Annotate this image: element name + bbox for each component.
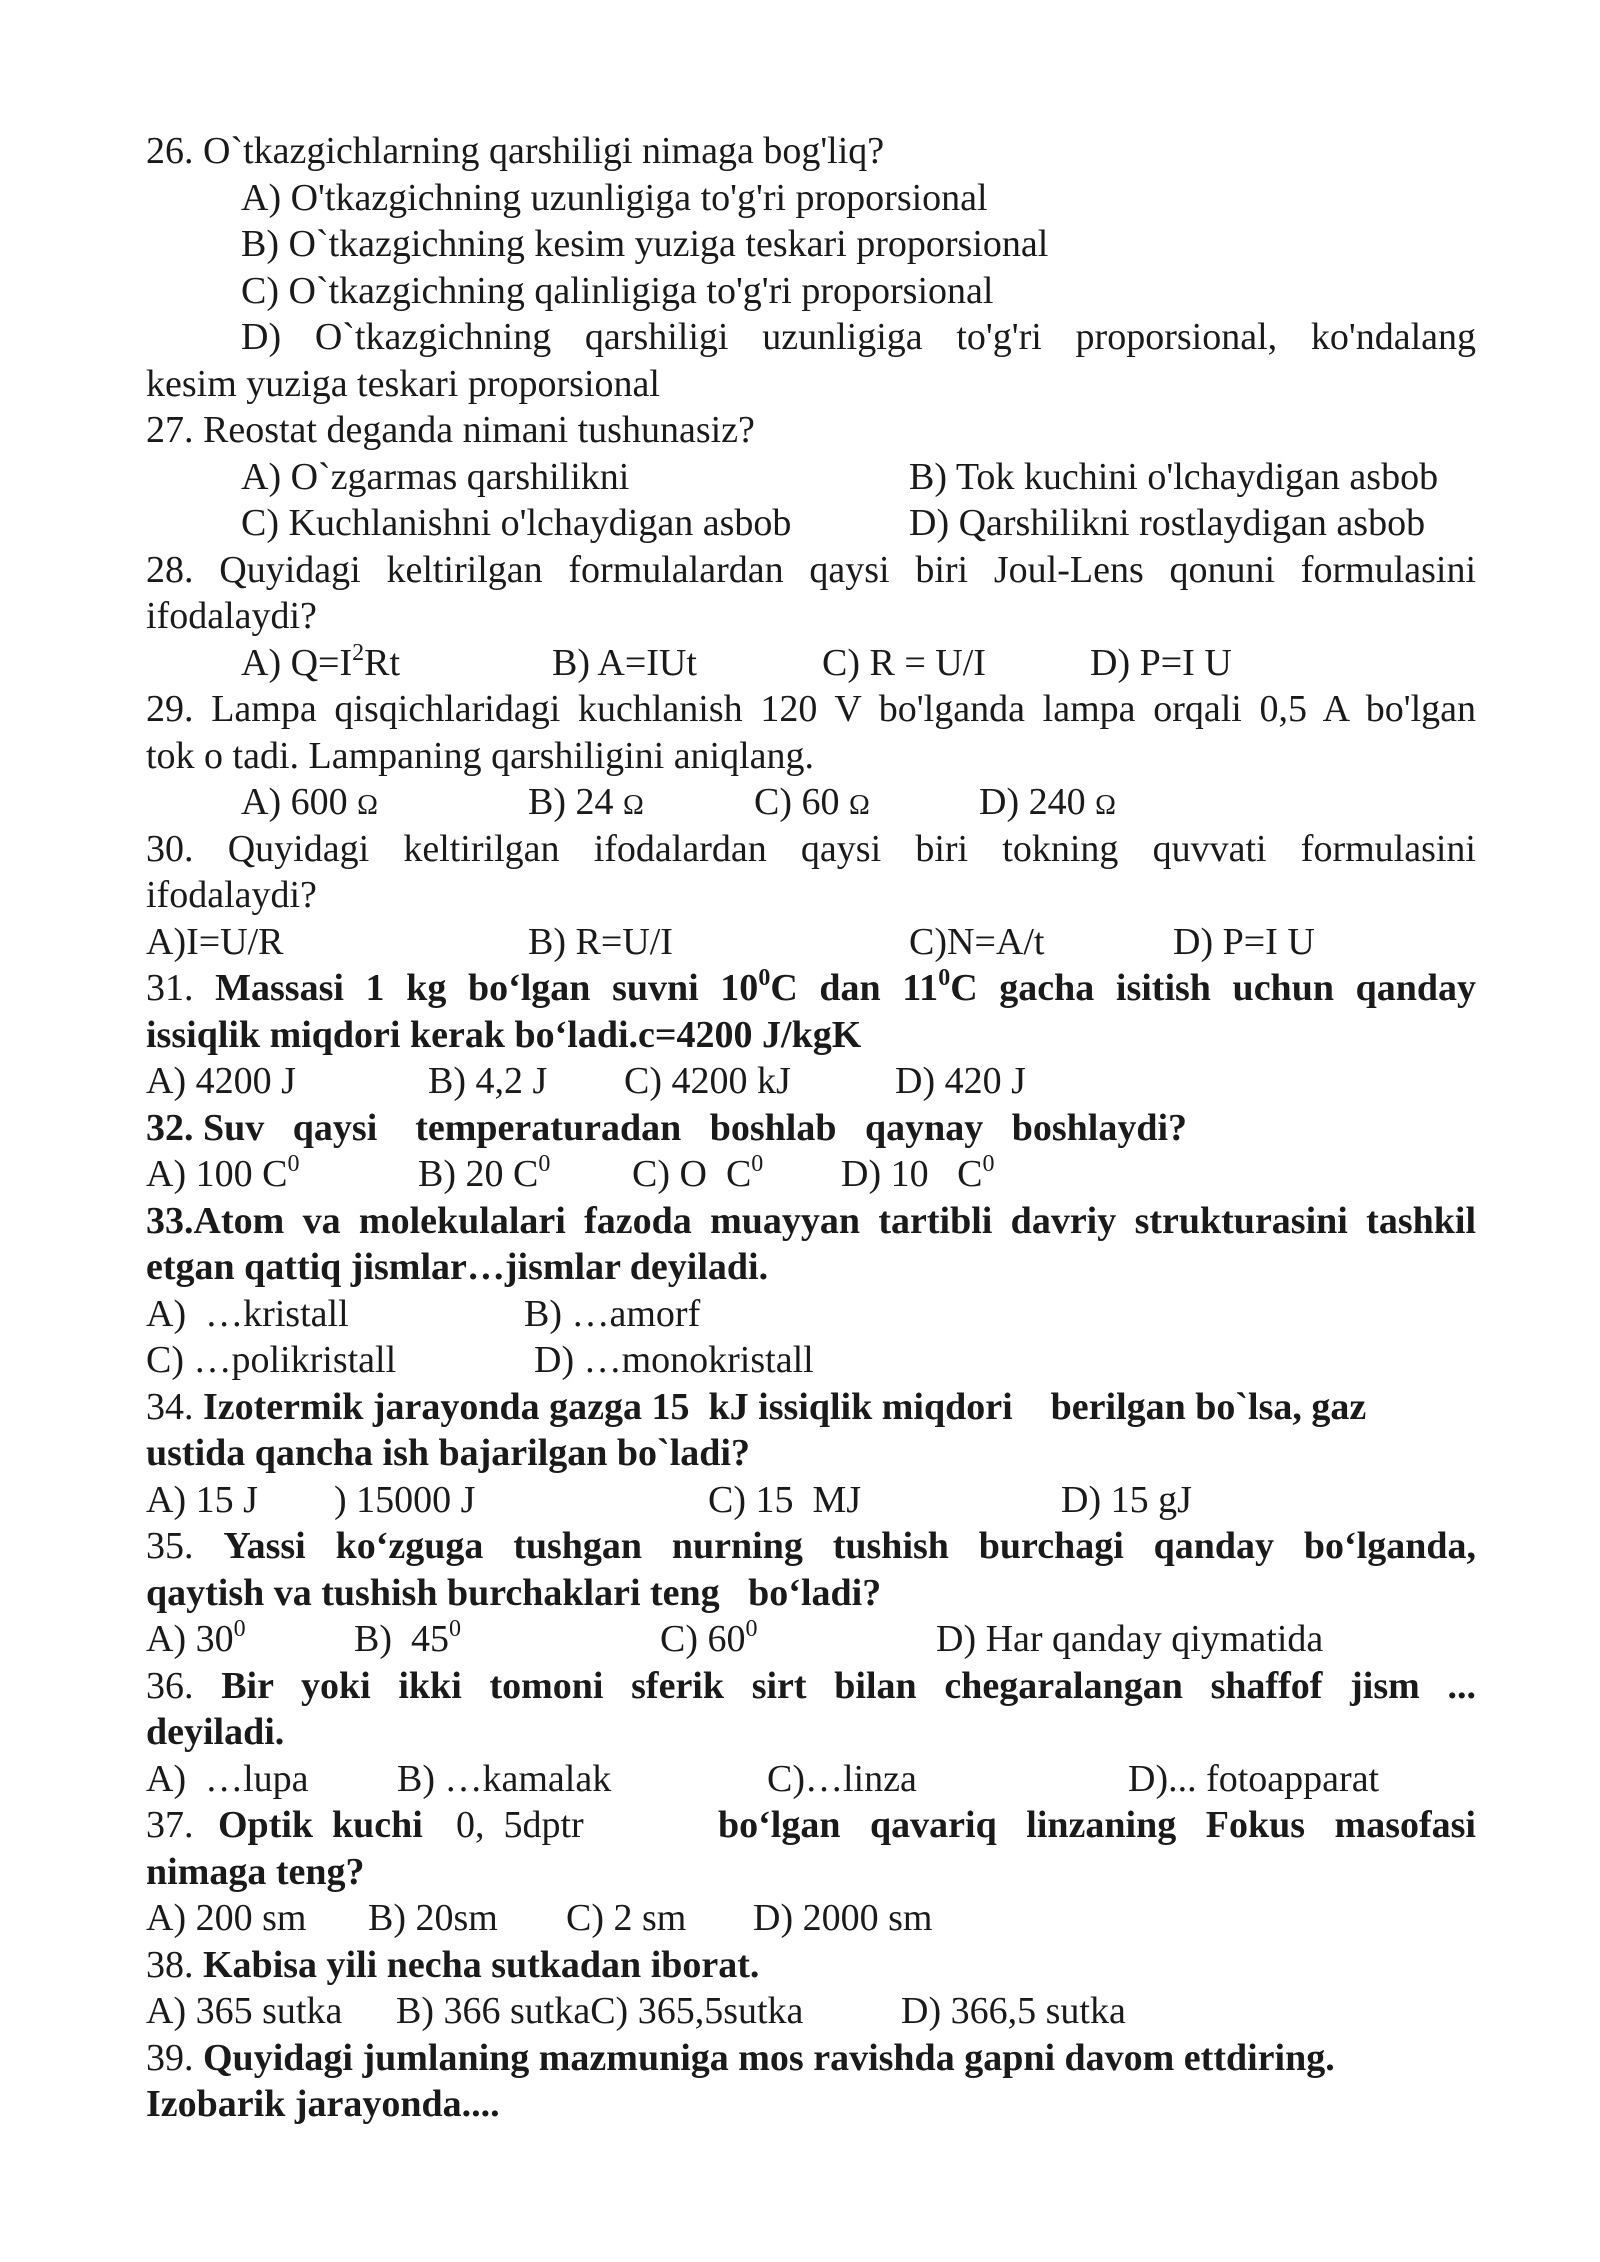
option-c: C)…linza <box>767 1757 917 1800</box>
question-37 <box>146 1802 1476 1849</box>
options-row <box>146 454 1476 501</box>
option-c: C) 4200 kJ <box>624 1060 791 1102</box>
question-text: Reostat deganda nimani tushunasiz? <box>203 409 755 451</box>
question-text-continued: qaytish va tushish burchaklari teng bo‘ladi? <box>146 1571 882 1614</box>
options-row <box>146 640 1476 687</box>
option-a: A) …lupa <box>146 1757 309 1800</box>
option-d: D) 2000 sm <box>753 1897 933 1939</box>
option-c: C) 2 sm <box>566 1897 687 1939</box>
option-b-c: B) 366 sutkaC) 365,5sutka <box>396 1990 804 2032</box>
question-28 <box>146 547 1476 594</box>
question-34 <box>146 1384 1476 1431</box>
option-c: C) $60^0$ <box>660 1616 758 1660</box>
options-row <box>146 1756 1476 1803</box>
question-text-continued: nimaga teng? <box>146 1850 365 1893</box>
question-text-continued: ustida qancha ish bajarilgan bo`ladi? <box>146 1432 750 1474</box>
question-33 <box>146 1198 1476 1245</box>
question-number: 28. <box>146 548 194 591</box>
question-35 <box>146 1523 1476 1570</box>
option-d: D) 420 J <box>895 1060 1026 1102</box>
option-a: A) O'tkazgichning uzunligiga to'g'ri proporsional <box>241 176 988 219</box>
question-number: 26. <box>146 130 194 172</box>
option-a: A) …kristall <box>146 1292 349 1335</box>
ohm-symbol: Ω <box>1095 790 1116 821</box>
question-38 <box>146 1942 1476 1989</box>
question-number: 37. <box>146 1804 194 1846</box>
ohm-symbol: Ω <box>357 790 378 821</box>
exponent: 2 <box>352 639 365 666</box>
question-number: 36. <box>146 1664 194 1707</box>
options-row <box>146 500 1476 547</box>
question-text: Kabisa yili necha sutkadan iborat. <box>203 1943 760 1986</box>
option-d: D) O`tkazgichning qarshiligi uzunligiga to'g'ri proporsional, ko'ndalang <box>241 316 1476 358</box>
question-text: Yassi ko‘zguga tushgan nurning tushish burchagi qanday bo‘lganda, <box>223 1525 1476 1567</box>
option-d: D) P=I U <box>1173 920 1315 963</box>
option-c: C) 60 Ω <box>754 781 870 823</box>
options-row <box>146 1291 1476 1338</box>
option-a: A) 15 J <box>146 1478 258 1521</box>
question-number: 33. <box>146 1199 194 1242</box>
option-c: C) …polikristall <box>146 1339 397 1381</box>
option-d: D)... fotoapparat <box>1128 1757 1380 1800</box>
question-27 <box>146 407 1476 454</box>
options-row <box>146 779 1476 826</box>
option-c: C) O`tkazgichning qalinligiga to'g'ri proporsional <box>241 269 994 312</box>
question-text: Lampa qisqichlaridagi kuchlanish 120 V bo'lganda lampa orqali 0,5 A bo'lgan <box>211 688 1476 730</box>
option-c: C) 15 MJ <box>708 1478 862 1521</box>
option-c: C) R = U/I <box>822 641 986 684</box>
question-text-continued: issiqlik miqdori kerak bo‘ladi.c=4200 J/kgK <box>146 1013 862 1056</box>
question-32 <box>146 1105 1476 1152</box>
question-text-continued: etgan qattiq jismlar…jismlar deyiladi. <box>146 1246 769 1288</box>
options-row <box>146 1337 1476 1384</box>
options-row <box>146 1058 1476 1105</box>
option-b: ) 15000 J <box>334 1478 476 1521</box>
option-b: B) $45^0$ <box>354 1616 461 1660</box>
question-number: 38. <box>146 1943 194 1986</box>
question-text-continued: deyiladi. <box>146 1711 285 1753</box>
question-number: 32. <box>146 1106 194 1149</box>
option-c: C) Kuchlanishni o'lchaydigan asbob <box>241 502 792 544</box>
question-number: 30. <box>146 827 194 870</box>
test-page <box>146 128 1476 2128</box>
question-text: Massasi 1 kg bo‘lgan suvni $10^0C$ dan $11^0C$ gacha isitish uchun qanday <box>215 965 1476 1009</box>
options-row <box>146 1151 1476 1198</box>
option-d: D) …monokristall <box>534 1339 814 1381</box>
question-number: 35. <box>146 1525 194 1567</box>
question-text: Izotermik jarayonda gazga 15 kJ issiqlik miqdori berilgan bo`lsa, gaz <box>203 1385 1367 1428</box>
question-text: Quyidagi jumlaning mazmuniga mos ravishda gapni davom ettdiring. <box>203 2036 1335 2079</box>
option-d: D) P=I U <box>1090 641 1232 684</box>
option-a: A) $Q=I^2Rt$ <box>241 639 401 684</box>
option-b: B) Tok kuchini o'lchaydigan asbob <box>909 455 1439 498</box>
option-b: B) …amorf <box>524 1292 701 1335</box>
question-value: 0, 5dptr <box>456 1804 584 1846</box>
question-number: 34. <box>146 1385 194 1428</box>
option-b: B) …kamalak <box>397 1757 612 1800</box>
question-text-continued: Izobarik jarayonda.... <box>146 2083 500 2125</box>
question-text: Suv qaysi temperaturadan boshlab qaynay boshlaydi? <box>203 1106 1188 1149</box>
question-text: O`tkazgichlarning qarshiligi nimaga bog'liq? <box>203 130 885 172</box>
option-c: C) O $C^0$ <box>632 1151 764 1195</box>
question-31 <box>146 965 1476 1012</box>
option-d: D) 15 gJ <box>1061 1478 1192 1521</box>
options-row <box>146 1895 1476 1942</box>
question-number: 31. <box>146 967 194 1009</box>
option-b: B) A=IUt <box>552 641 697 684</box>
ohm-symbol: Ω <box>849 790 870 821</box>
question-36 <box>146 1663 1476 1710</box>
option-b: B) O`tkazgichning kesim yuziga teskari proporsional <box>241 223 1049 265</box>
option-c: C)N=A/t <box>909 920 1045 963</box>
options-row <box>146 1988 1476 2035</box>
question-text-continued: ifodalaydi? <box>146 874 317 916</box>
option-b: B) 4,2 J <box>428 1060 548 1102</box>
question-39 <box>146 2035 1476 2082</box>
question-text: Atom va molekulalari fazoda muayyan tartibli davriy strukturasini tashkil <box>193 1199 1476 1242</box>
question-30 <box>146 826 1476 873</box>
option-b: B) 20sm <box>368 1897 498 1939</box>
question-text-continued: tok o tadi. Lampaning qarshiligini aniqlang. <box>146 734 815 777</box>
option-a: A) 200 sm <box>146 1897 307 1939</box>
option-b: B) R=U/I <box>528 920 673 963</box>
options-row <box>146 919 1476 966</box>
option-d: D) 10 $C^0$ <box>841 1151 995 1195</box>
question-number: 29. <box>146 688 194 730</box>
option-a: A) 600 Ω <box>241 781 378 823</box>
options-row <box>146 1616 1476 1663</box>
ohm-symbol: Ω <box>623 790 644 821</box>
option-a: A)I=U/R <box>146 920 284 963</box>
option-d: D) Har qanday qiymatida <box>936 1618 1324 1660</box>
option-d-continued: kesim yuziga teskari proporsional <box>146 362 660 405</box>
option-a: A) 100 $C^0$ <box>146 1151 300 1195</box>
option-a: A) O`zgarmas qarshilikni <box>241 455 630 498</box>
option-d: D) 366,5 sutka <box>901 1990 1126 2032</box>
option-b: B) 24 Ω <box>528 781 644 823</box>
options-row <box>146 1477 1476 1524</box>
question-number: 39. <box>146 2036 194 2079</box>
option-d: D) 240 Ω <box>979 781 1116 823</box>
question-text: Quyidagi keltirilgan formulalardan qaysi biri Joul-Lens qonuni formulasini <box>219 548 1477 591</box>
option-a: A) 4200 J <box>146 1060 296 1102</box>
question-text: bo‘lgan qavariq linzaning Fokus masofasi <box>718 1804 1476 1846</box>
option-d: D) Qarshilikni rostlaydigan asbob <box>909 502 1426 544</box>
question-text: Optik kuchi <box>218 1804 423 1846</box>
question-text: Quyidagi keltirilgan ifodalardan qaysi biri tokning quvvati formulasini <box>227 827 1476 870</box>
question-26 <box>146 128 1476 175</box>
option-a: A) 365 sutka <box>146 1990 343 2032</box>
option-a: A) $30^0$ <box>146 1616 246 1660</box>
question-text-continued: ifodalaydi? <box>146 595 317 637</box>
question-29 <box>146 686 1476 733</box>
option-b: B) 20 $C^0$ <box>418 1151 551 1195</box>
question-number: 27. <box>146 409 194 451</box>
question-text: Bir yoki ikki tomoni sferik sirt bilan chegaralangan shaffof jism ... <box>221 1664 1477 1707</box>
